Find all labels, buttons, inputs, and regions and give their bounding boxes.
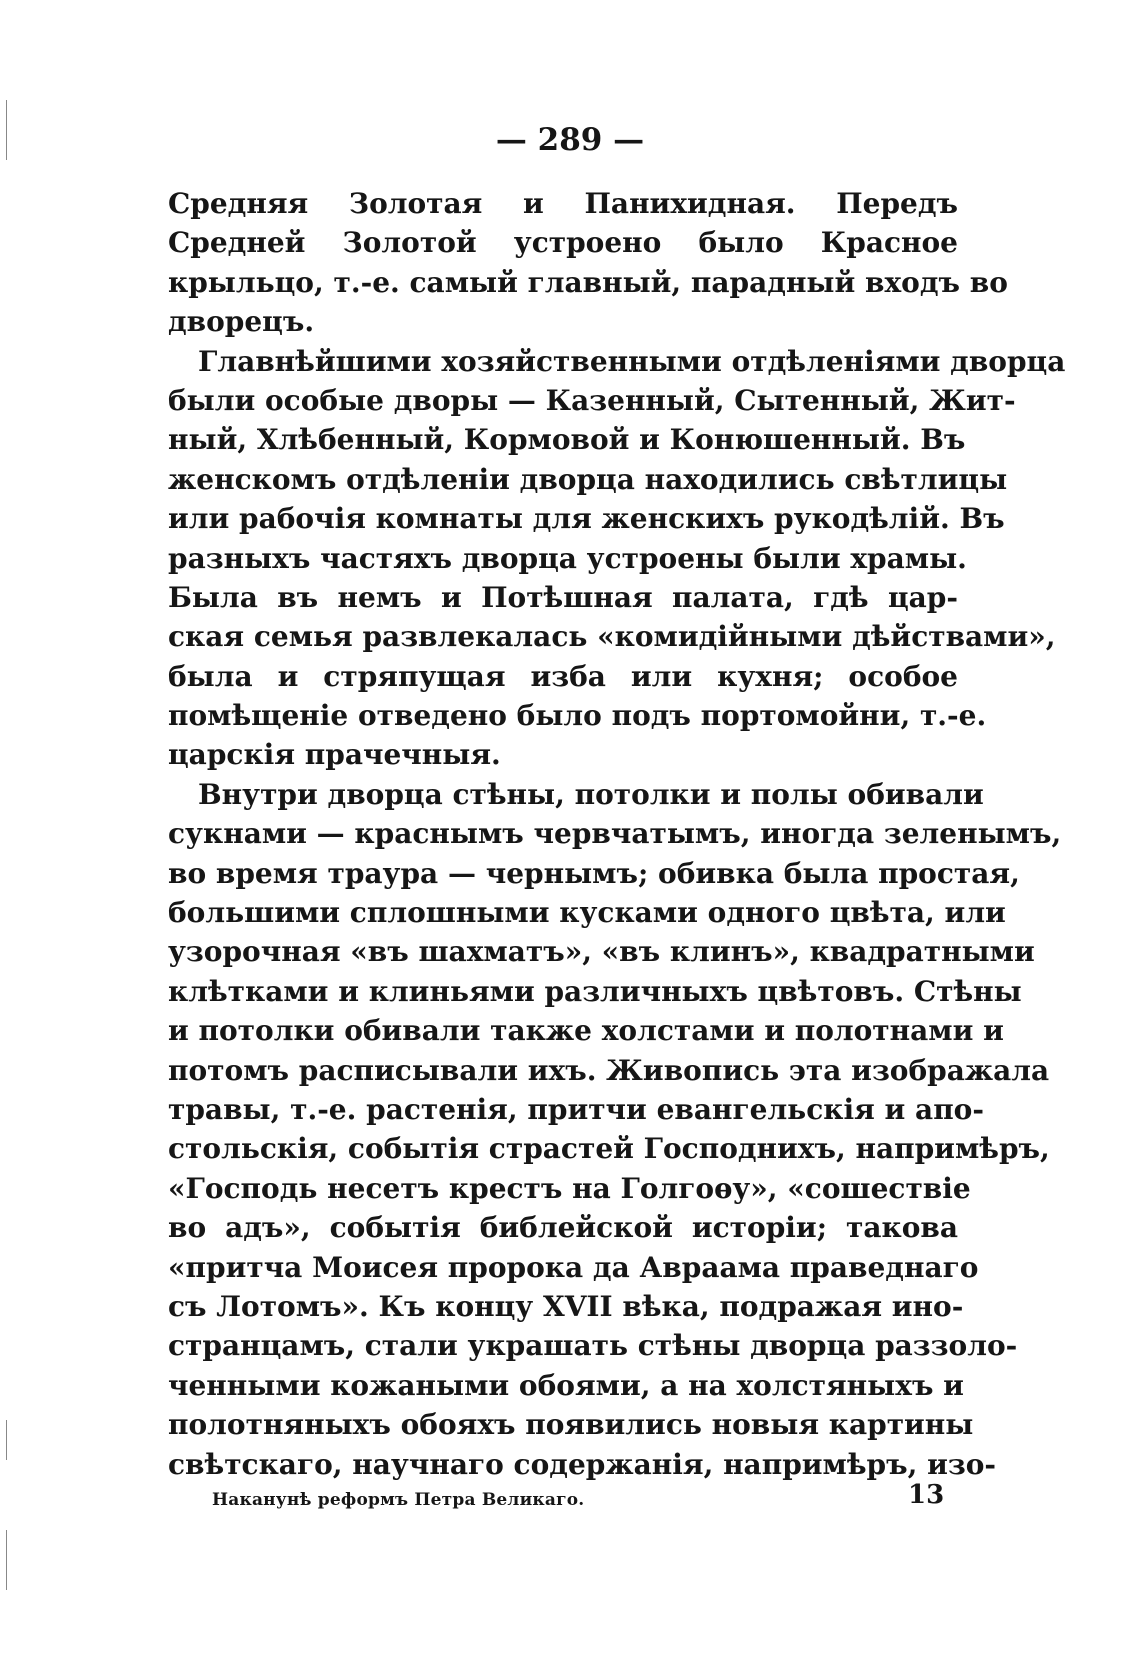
text-line: была и стряпущая изба или кухня; особое [168,659,958,693]
text-line: странцамъ, стали украшать стѣны дворца раззоло- [168,1329,1018,1363]
text-line: Главнѣйшими хозяйственными отдѣленіями дворца [198,344,1066,378]
text-line: во адъ», событія библейской исторіи; такова [168,1211,958,1245]
text-line: дворецъ. [168,305,315,339]
signature-mark: 13 [908,1480,945,1510]
text-line: «Господь несетъ крестъ на Голгоѳу», «сошествіе [168,1171,971,1205]
text-line: стольскія, событія страстей Господнихъ, напримѣръ, [168,1132,1050,1166]
text-line: свѣтскаго, научнаго содержанія, напримѣръ, изо- [168,1447,997,1481]
text-line: Средняя Золотая и Панихидная. Передъ [168,187,958,220]
text-line: во время траура — чернымъ; обивка была простая, [168,856,1020,890]
text-line: съ Лотомъ». Къ концу XVII вѣка, подражая ино- [168,1289,964,1323]
body-text [168,184,1066,1484]
text-line: ская семья развлекалась «комидійными дѣйствами», [168,620,1056,654]
text-line: узорочная «въ шахматъ», «въ клинъ», квадратными [168,935,1035,969]
text-line: Была въ немъ и Потѣшная палата, гдѣ цар- [168,580,958,614]
footer-book-title: Наканунѣ реформъ Петра Великаго. [212,1490,585,1510]
scan-edge-mark [6,1530,7,1590]
text-line: Средней Золотой устроено было Красное [168,226,958,260]
text-line: клѣтками и клиньями различныхъ цвѣтовъ. Стѣны [168,974,1022,1008]
text-line: травы, т.-е. растенія, притчи евангельскія и апо- [168,1092,984,1126]
text-line: были особые дворы — Казенный, Сытенный, Жит- [168,383,1016,417]
text-line: ный, Хлѣбенный, Кормовой и Конюшенный. Въ [168,423,966,457]
text-line: разныхъ частяхъ дворца устроены были храмы. [168,541,967,575]
text-line: помѣщеніе отведено было подъ портомойни, т.-е. [168,699,987,733]
text-line: сукнами — краснымъ червчатымъ, иногда зеленымъ, [168,817,1062,851]
scan-edge-mark [6,100,7,160]
text-line: женскомъ отдѣленіи дворца находились свѣтлицы [168,462,1008,496]
text-line: и потолки обивали также холстами и полотнами и [168,1014,1004,1048]
page-number: — 289 — [495,122,645,158]
text-line: или рабочія комнаты для женскихъ рукодѣлій. Въ [168,502,1005,536]
scan-edge-mark [6,1420,7,1460]
text-line: Внутри дворца стѣны, потолки и полы обивали [198,777,984,811]
text-line: крыльцо, т.-е. самый главный, парадный входъ во [168,265,1008,299]
text-line: царскія прачечныя. [168,738,501,772]
text-line: большими сплошными кусками одного цвѣта, или [168,896,1006,930]
text-line: ченными кожаными обоями, а на холстяныхъ и [168,1368,964,1402]
text-line: полотняныхъ обояхъ появились новыя картины [168,1408,974,1442]
text-line: «притча Моисея пророка да Авраама праведнаго [168,1250,979,1284]
text-line: потомъ расписывали ихъ. Живопись эта изображала [168,1053,1050,1087]
